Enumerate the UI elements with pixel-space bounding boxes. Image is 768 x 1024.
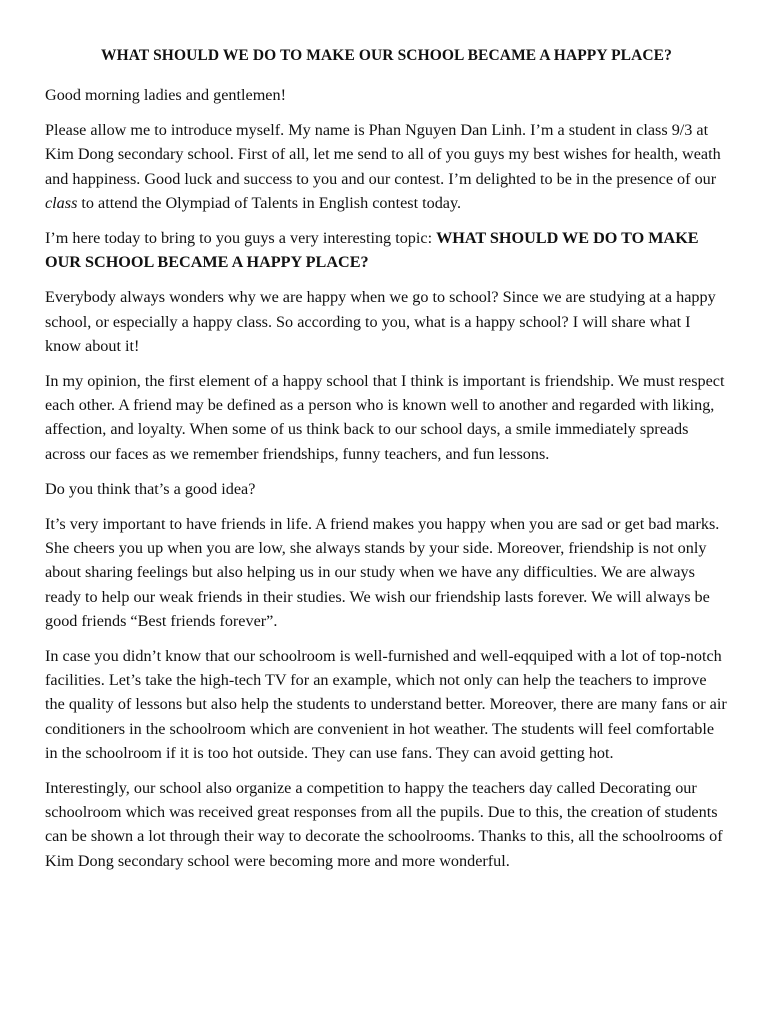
- intro-text-end: to attend the Olympiad of Talents in English contest today.: [77, 193, 462, 212]
- body-paragraph-question: Do you think that’s a good idea?: [45, 479, 256, 498]
- topic-heading: WHAT SHOULD WE DO TO MAKE OUR SCHOOL BECAME A HAPPY PLACE?: [45, 229, 699, 272]
- page-title: WHAT SHOULD WE DO TO MAKE OUR SCHOOL BECAME A HAPPY PLACE?: [101, 47, 672, 64]
- topic-paragraph: [45, 226, 728, 274]
- body-paragraph-competition: Interestingly, our school also organize a competition to happy the teachers day called Decorating our schoolroom which was received great responses from all the pupils. Due to this, the creation of students can be shown a lot through their way to decorate the schoolrooms. Thanks to this, all the schoolrooms of Kim Dong secondary school were becoming more and more wonderful.: [45, 779, 723, 870]
- body-paragraph-facilities: In case you didn’t know that our schoolroom is well-furnished and well-eqquiped with a lot of top-notch facilities. Let’s take the high-tech TV for an example, which not only can help the teachers to improve the quality of lessons but also help the students to understand better. Moreover, there are many fans or air conditioners in the schoolroom which are convenient in hot weather. The students will feel comfortable in the schoolroom if it is too hot outside. They can use fans. They can avoid getting hot.: [45, 647, 727, 762]
- intro-paragraph: [45, 118, 728, 215]
- intro-italic-word: class: [45, 193, 78, 212]
- body-paragraph-friends: It’s very important to have friends in life. A friend makes you happy when you are sad or get bad marks. She cheers you up when you are low, she always stands by your side. Moreover, friendship is not only about sharing feelings but also helping us in our study when we have any difficulties. We are always ready to help our weak friends in their studies. We wish our friendship lasts forever. We will always be good friends “Best friends forever”.: [45, 515, 720, 630]
- greeting-paragraph: Good morning ladies and gentlemen!: [45, 86, 286, 104]
- intro-text: Please allow me to introduce myself. My name is Phan Nguyen Dan Linh. I’m a student in class 9/3 at Kim Dong secondary school. First of all, let me send to all of you guys my best wishes for health, weath and happiness. Good luck and success to you and our contest. I’m delighted to be in the presence of our: [45, 121, 721, 188]
- body-paragraph-friendship: In my opinion, the first element of a happy school that I think is important is friendship. We must respect each other. A friend may be defined as a person who is known well to another and regarded with liking, affection, and loyalty. When some of us think back to our school days, a smile immediately spreads across our faces as we remember friendships, funny teachers, and fun lessons.: [45, 372, 725, 463]
- topic-lead: I’m here today to bring to you guys a very interesting topic:: [45, 229, 437, 248]
- body-paragraph-happy-school: Everybody always wonders why we are happy when we go to school? Since we are studying at a happy school, or especially a happy class. So according to you, what is a happy school? I will share what I know about it!: [45, 288, 716, 355]
